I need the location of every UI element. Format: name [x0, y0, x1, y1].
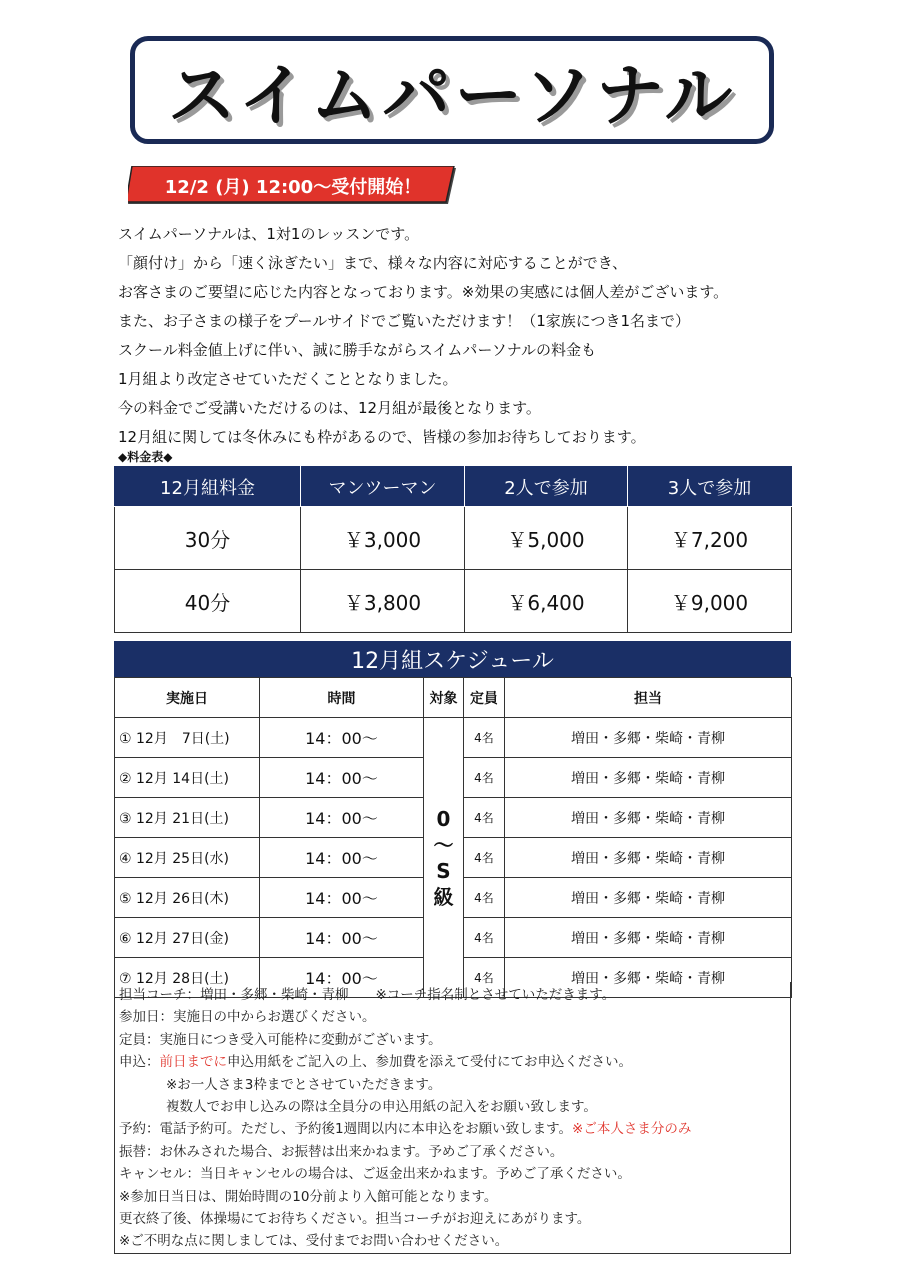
intro-line: スイムパーソナルは、1対1のレッスンです。 [118, 225, 420, 243]
schedule-capacity: 4名 [464, 878, 505, 918]
intro-text [118, 220, 818, 452]
schedule-coaches: 増田・多郷・柴崎・青柳 [505, 838, 792, 878]
intro-line: 「顔付け」から「速く泳ぎたい」まで、様々な内容に対応することができ、 [118, 254, 628, 272]
note-transfer: 振替：お休みされた場合、お振替は出来かねます。予めご了承ください。 [119, 1143, 564, 1160]
table-row [115, 718, 792, 758]
schedule-time: 14：00～ [260, 758, 424, 798]
schedule-table [114, 677, 792, 998]
price-cell: ￥5,000 [465, 507, 628, 570]
schedule-capacity: 4名 [464, 838, 505, 878]
schedule-coaches: 増田・多郷・柴崎・青柳 [505, 718, 792, 758]
note-entry: ※参加日当日は、開始時間の10分前より入館可能となります。 [119, 1188, 498, 1205]
intro-line: 1月組より改定させていただくこととなりました。 [118, 370, 458, 388]
note-apply [119, 1051, 786, 1073]
price-cell: ￥9,000 [628, 570, 792, 633]
note-reserve-text: 予約：電話予約可。ただし、予約後1週間以内に本申込をお願い致します。 [119, 1121, 573, 1138]
schedule-header: 担当 [505, 678, 792, 718]
schedule-coaches: 増田・多郷・柴崎・青柳 [505, 798, 792, 838]
table-row [115, 507, 792, 570]
price-cell: 40分 [115, 570, 301, 633]
price-header: 2人で参加 [465, 467, 628, 507]
schedule-date: ③ 12月 21日(土) [115, 798, 260, 838]
price-cell: ￥3,000 [301, 507, 465, 570]
schedule-time: 14：00～ [260, 918, 424, 958]
price-cell: 30分 [115, 507, 301, 570]
schedule-coaches: 増田・多郷・柴崎・青柳 [505, 918, 792, 958]
page-title: スイムパーソナル [167, 56, 737, 136]
notes-box [114, 982, 791, 1254]
schedule-capacity: 4名 [464, 758, 505, 798]
note-apply-deadline: 前日までに [159, 1054, 227, 1071]
price-cell: ￥3,800 [301, 570, 465, 633]
schedule-coaches: 増田・多郷・柴崎・青柳 [505, 758, 792, 798]
schedule-time: 14：00～ [260, 718, 424, 758]
note-capacity: 定員：実施日につき受入可能枠に変動がございます。 [119, 1031, 442, 1048]
schedule-date: ④ 12月 25日(水) [115, 838, 260, 878]
price-cell: ￥7,200 [628, 507, 792, 570]
price-header: 12月組料金 [115, 467, 301, 507]
schedule-header: 定員 [464, 678, 505, 718]
target-char: 級 [433, 884, 454, 909]
note-apply-multi: 複数人でお申し込みの際は全員分の申込用紙の記入をお願い致します。 [166, 1098, 597, 1115]
schedule-time: 14：00～ [260, 798, 424, 838]
note-changing: 更衣終了後、体操場にてお待ちください。担当コーチがお迎えにあがります。 [119, 1210, 591, 1227]
schedule-capacity: 4名 [464, 958, 505, 998]
schedule-title: 12月組スケジュール [114, 641, 791, 677]
note-reserve-red: ※ご本人さま分のみ [572, 1121, 692, 1138]
note-date: 参加日：実施日の中からお選びください。 [119, 1009, 376, 1026]
schedule-header: 対象 [424, 678, 464, 718]
target-char: ～ [433, 832, 454, 857]
price-header-row [115, 467, 792, 507]
schedule-date: ② 12月 14日(土) [115, 758, 260, 798]
schedule-header: 時間 [260, 678, 424, 718]
banner-text: 12/2 (月) 12:00～受付開始！ [164, 177, 422, 198]
note-apply-prefix: 申込： [119, 1054, 160, 1071]
title-box [130, 36, 774, 144]
schedule-date: ⑦ 12月 28日(土) [115, 958, 260, 998]
price-cell: ￥6,400 [465, 570, 628, 633]
note-apply-limit: ※お一人さま3枠までとさせていただきます。 [166, 1076, 442, 1093]
target-char: S [436, 858, 451, 883]
schedule-date: ① 12月 7日(土) [115, 718, 260, 758]
intro-line: スクール料金値上げに伴い、誠に勝手ながらスイムパーソナルの料金も [118, 341, 597, 359]
intro-line: お客さまのご要望に応じた内容となっております。※効果の実感には個人差がございます。 [118, 283, 729, 301]
note-inquiry: ※ご不明な点に関しましては、受付までお問い合わせください。 [119, 1233, 509, 1250]
start-banner [128, 166, 458, 206]
schedule-capacity: 4名 [464, 718, 505, 758]
schedule-capacity: 4名 [464, 798, 505, 838]
note-coach: 担当コーチ：増田・多郷・柴崎・青柳 ※コーチ指名制とさせていただきます。 [119, 987, 616, 1003]
note-apply-rest: 申込用紙をご記入の上、参加費を添えて受付にてお申込ください。 [227, 1054, 632, 1071]
price-table [114, 466, 792, 633]
schedule-coaches: 増田・多郷・柴崎・青柳 [505, 958, 792, 998]
intro-line: 今の料金でご受講いただけるのは、12月組が最後となります。 [118, 399, 541, 417]
schedule-date: ⑤ 12月 26日(木) [115, 878, 260, 918]
note-reserve [119, 1118, 786, 1140]
schedule-coaches: 増田・多郷・柴崎・青柳 [505, 878, 792, 918]
table-row [115, 570, 792, 633]
intro-line: 12月組に関しては冬休みにも枠があるので、皆様の参加お待ちしております。 [118, 428, 646, 446]
price-header: 3人で参加 [628, 467, 792, 507]
target-char: 0 [436, 806, 451, 831]
schedule-header: 実施日 [115, 678, 260, 718]
note-cancel: キャンセル：当日キャンセルの場合は、ご返金出来かねます。予めご了承ください。 [119, 1166, 631, 1183]
schedule-capacity: 4名 [464, 918, 505, 958]
schedule-date: ⑥ 12月 27日(金) [115, 918, 260, 958]
schedule-time: 14：00～ [260, 838, 424, 878]
price-header: マンツーマン [301, 467, 465, 507]
schedule-target [424, 718, 464, 998]
price-table-label: ◆料金表◆ [118, 450, 173, 464]
schedule-time: 14：00～ [260, 878, 424, 918]
intro-line: また、お子さまの様子をプールサイドでご覧いただけます！（1家族につき1名まで） [118, 312, 690, 330]
schedule-header-row [115, 678, 792, 718]
schedule-time: 14：00～ [260, 958, 424, 998]
